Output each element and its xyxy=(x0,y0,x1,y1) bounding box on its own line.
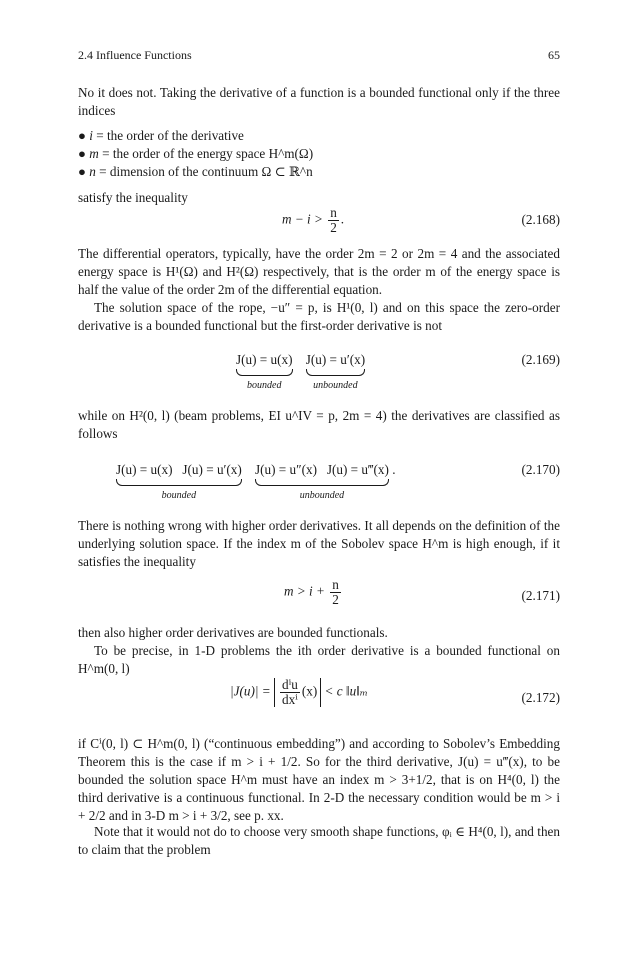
equation-rhs: < c ‖u‖ₘ xyxy=(324,683,368,699)
bounded-group xyxy=(116,462,242,501)
brace-label: unbounded xyxy=(299,490,345,501)
unbounded-group xyxy=(255,462,389,501)
brace-label: bounded xyxy=(161,490,197,501)
paragraph-bounded-functionals: then also higher order derivatives are bounded functionals. xyxy=(78,625,388,640)
equation-number: (2.169) xyxy=(521,352,560,367)
brace-label: unbounded xyxy=(313,380,358,391)
fraction-denominator: 2 xyxy=(330,220,337,235)
bullet-text: = dimension of the continuum Ω ⊂ ℝ^n xyxy=(95,164,313,179)
running-header xyxy=(78,48,560,64)
bullet-text: = the order of the energy space H^m(Ω) xyxy=(98,146,314,161)
paragraph-intro: No it does not. Taking the derivative of a function is a bounded functional only if the three indices xyxy=(78,85,560,118)
bullet-item xyxy=(78,127,244,145)
equation-lhs: |J(u)| = xyxy=(230,683,271,699)
equation-2-170 xyxy=(78,462,560,506)
equation-number: (2.170) xyxy=(521,462,560,477)
functional-term: J(u) = u(x) xyxy=(236,352,293,367)
bullet-symbol: m xyxy=(89,146,99,161)
fraction-numerator: n xyxy=(330,205,337,220)
paragraph-operators: The differential operators, typically, have the order 2m = 2 or 2m = 4 and the associated energy space is H¹(Ω) and H²(Ω) respectively, that is the order m of the energy space is half the value of the order 2m of the differential equation. xyxy=(78,246,560,297)
page-number: 65 xyxy=(548,48,560,62)
brace-label: bounded xyxy=(247,380,282,391)
functional-terms: J(u) = u″(x) J(u) = u‴(x) xyxy=(254,462,389,477)
bullet-item xyxy=(78,145,313,163)
equation-tail: . xyxy=(340,211,345,227)
bounded-group xyxy=(236,352,293,391)
section-title: 2.4 Influence Functions xyxy=(78,48,192,62)
fraction-numerator: n xyxy=(332,577,339,592)
fraction xyxy=(328,206,339,235)
paragraph-shape-functions: Note that it would not do to choose very smooth shape functions, φᵢ ∈ H⁴(0, l), and then to claim that the problem xyxy=(78,824,560,857)
paragraph-beam: while on H²(0, l) (beam problems, EI u^IV = p, 2m = 4) the derivatives are classified as follows xyxy=(78,408,560,441)
equation-2-172 xyxy=(78,678,560,718)
unbounded-group xyxy=(306,352,365,391)
bullet-item xyxy=(78,163,313,181)
underbrace xyxy=(306,369,365,376)
functional-terms: J(u) = u(x) J(u) = u′(x) xyxy=(116,462,242,477)
bullet-symbol: i xyxy=(89,128,93,143)
equation-2-168 xyxy=(78,206,560,234)
fraction-denominator: 2 xyxy=(332,592,339,607)
equation-2-171 xyxy=(78,578,560,612)
paragraph-higher-order: There is nothing wrong with higher order derivatives. It all depends on the definition of the underlying solution space. If the index m of the Sobolev space H^m is high enough, if it satisfies the inequality xyxy=(78,518,560,569)
underbrace xyxy=(255,479,389,486)
bullet-icon: ● xyxy=(78,146,90,161)
bullet-icon: ● xyxy=(78,128,90,143)
equation-lhs: m − i > xyxy=(282,211,323,227)
paragraph-embedding: if Cⁱ(0, l) ⊂ H^m(0, l) (“continuous embedding”) and according to Sobolev’s Embedding Theorem this is the case if m > i + 1/2. So for the third derivative, J(u) = u‴(x), to be bounded the solution space H^m must have an index m > 3+1/2, that is on H⁴(0, l) the third derivative is a continuous functional. In 2-D the necessary condition would be m > i + 2/2 and in 3-D m > i + 3/2, see p. xx. xyxy=(78,736,560,823)
equation-tail: . xyxy=(392,462,396,477)
paragraph-rope: The solution space of the rope, −u″ = p, is H¹(0, l) and on this space the zero-order derivative is a bounded functional but the first-order derivative is not xyxy=(78,300,560,333)
underbrace xyxy=(116,479,242,486)
fraction xyxy=(330,578,341,607)
fraction-numerator: dⁱu xyxy=(281,677,298,692)
bullet-text: = the order of the derivative xyxy=(92,128,244,143)
equation-number: (2.172) xyxy=(521,690,560,705)
underbrace xyxy=(236,369,293,376)
fraction xyxy=(280,678,300,707)
equation-number: (2.168) xyxy=(521,212,560,227)
absolute-value xyxy=(274,678,321,707)
functional-term: J(u) = u′(x) xyxy=(305,352,366,367)
paragraph-inequality-intro: satisfy the inequality xyxy=(78,190,188,205)
bullet-symbol: n xyxy=(89,164,96,179)
bullet-icon: ● xyxy=(78,164,90,179)
paragraph-precise: To be precise, in 1-D problems the ith order derivative is a bounded functional on H^m(0, l) xyxy=(78,643,560,676)
equation-lhs: m > i + xyxy=(284,583,325,599)
function-argument: (x) xyxy=(301,683,318,699)
fraction-denominator: dxⁱ xyxy=(281,692,298,707)
equation-2-169 xyxy=(78,352,560,396)
equation-number: (2.171) xyxy=(521,588,560,603)
